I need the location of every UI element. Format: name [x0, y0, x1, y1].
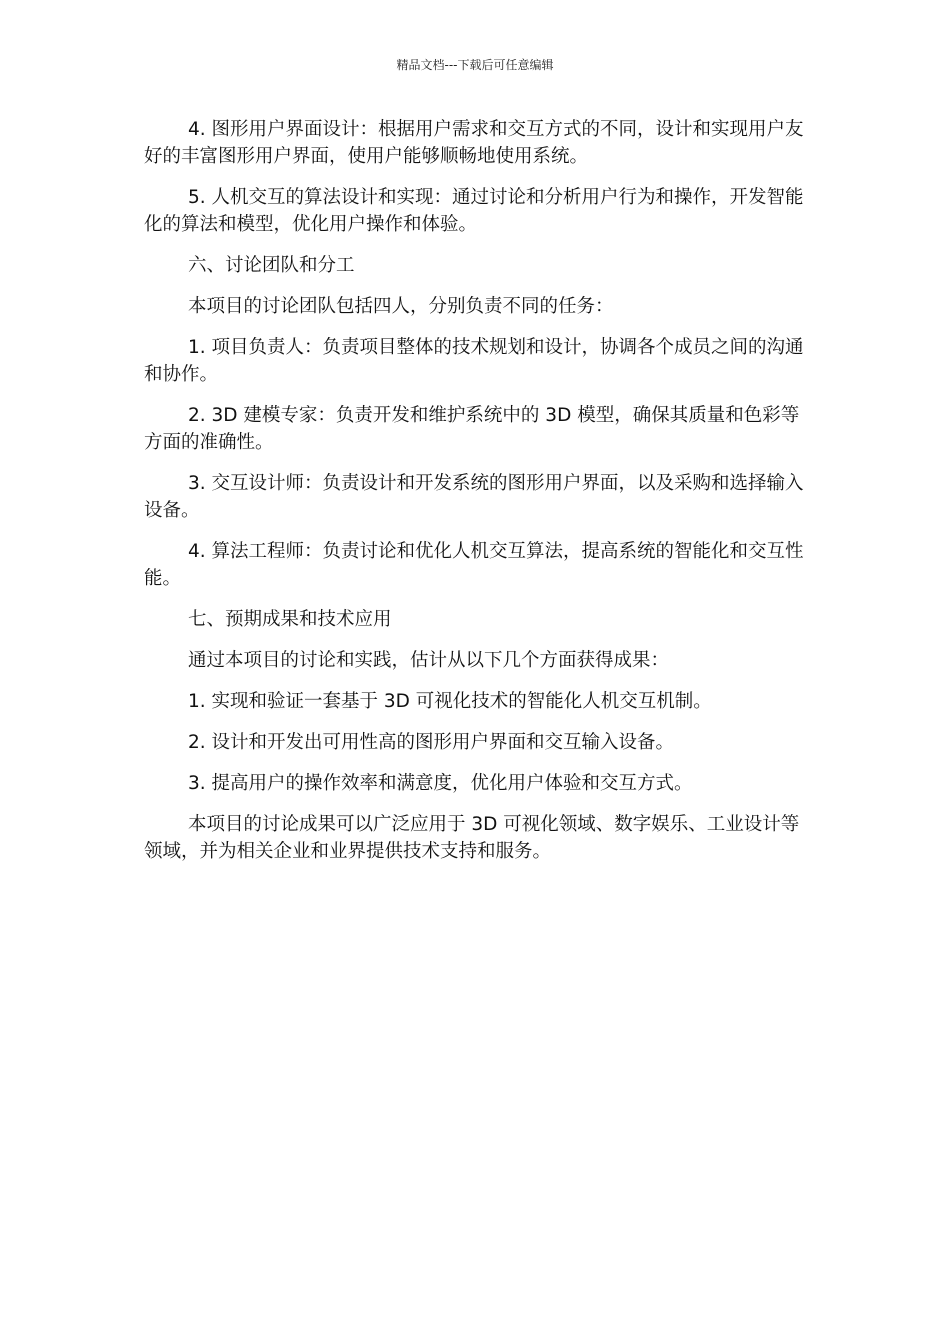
paragraph-outcome-3: 3. 提高用户的操作效率和满意度，优化用户体验和交互方式。	[188, 773, 693, 794]
paragraph-project-lead: 1. 项目负责人：负责项目整体的技术规划和设计，协调各个成员之间的沟通和协作。	[144, 337, 804, 385]
document-body	[144, 116, 810, 879]
paragraph-team-intro: 本项目的讨论团队包括四人，分别负责不同的任务：	[188, 296, 614, 317]
section-heading-outcomes: 七、预期成果和技术应用	[188, 609, 392, 630]
paragraph-interaction-designer: 3. 交互设计师：负责设计和开发系统的图形用户界面，以及采购和选择输入设备。	[144, 473, 804, 521]
paragraph-algorithm-engineer: 4. 算法工程师：负责讨论和优化人机交互算法，提高系统的智能化和交互性能。	[144, 541, 804, 589]
paragraph-outcome-2: 2. 设计和开发出可用性高的图形用户界面和交互输入设备。	[188, 732, 675, 753]
page-header: 精品文档---下载后可任意编辑	[396, 58, 554, 72]
section-heading-team: 六、讨论团队和分工	[188, 255, 355, 276]
paragraph-algorithm-design: 5. 人机交互的算法设计和实现：通过讨论和分析用户行为和操作，开发智能化的算法和模型，优化用户操作和体验。	[144, 187, 804, 235]
paragraph-3d-modeler: 2. 3D 建模专家：负责开发和维护系统中的 3D 模型，确保其质量和色彩等方面的准确性。	[144, 405, 800, 453]
paragraph-outcomes-intro: 通过本项目的讨论和实践，估计从以下几个方面获得成果：	[188, 650, 670, 671]
paragraph-applications: 本项目的讨论成果可以广泛应用于 3D 可视化领域、数字娱乐、工业设计等领域，并为相关企业和业界提供技术支持和服务。	[144, 814, 800, 862]
paragraph-gui-design: 4. 图形用户界面设计：根据用户需求和交互方式的不同，设计和实现用户友好的丰富图形用户界面，使用户能够顺畅地使用系统。	[144, 119, 804, 167]
paragraph-outcome-1: 1. 实现和验证一套基于 3D 可视化技术的智能化人机交互机制。	[188, 691, 712, 712]
